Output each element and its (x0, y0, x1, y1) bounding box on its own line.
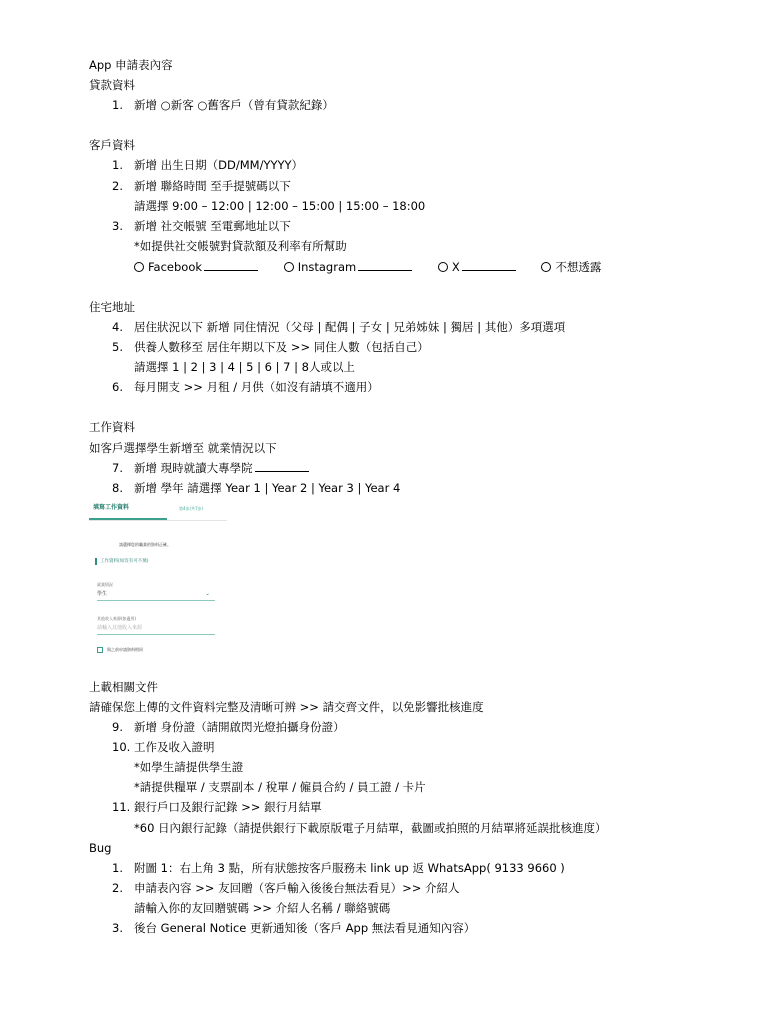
doc-title: App 申請表內容 (89, 58, 173, 72)
list-number: 9. (112, 720, 123, 734)
field-label-other-income: 其他收入來源(如適用) (97, 616, 137, 621)
list-number: 2. (112, 881, 123, 895)
tab-divider (89, 520, 227, 521)
list-subitem: 請選擇 9:00 – 12:00 | 12:00 – 15:00 | 15:00 – 18:00 (134, 199, 426, 213)
list-item: 新增 現時就讀大專學院 (134, 461, 309, 475)
section-heading-upload: 上載相關文件 (89, 680, 158, 694)
list-item: 新增 出生日期（DD/MM/YYYY） (134, 158, 304, 172)
option-instagram: Instagram (284, 260, 413, 274)
chevron-down-icon: ⌄ (205, 590, 211, 597)
section-heading-loan: 貸款資料 (89, 78, 135, 92)
field-value-employment: 學生 (97, 591, 108, 597)
list-number: 1. (112, 158, 123, 172)
blank-line (358, 260, 412, 271)
list-item: 新增 聯絡時間 至手提號碼以下 (134, 179, 291, 193)
list-number: 8. (112, 481, 123, 495)
section-heading-client: 客戶資料 (89, 138, 135, 152)
section-intro: 如客戶選擇學生新增至 就業情況以下 (89, 441, 277, 455)
radio-circle-icon (541, 262, 551, 272)
list-note: *如學生請提供學生證 (134, 760, 244, 774)
radio-circle-icon (134, 262, 144, 272)
list-item: 新增 社交帳號 至電郵地址以下 (134, 219, 291, 233)
list-item: 工作及收入證明 (134, 740, 215, 754)
list-number: 2. (112, 179, 123, 193)
list-item: 居住狀況以下 新增 同住情況（父母 | 配偶 | 子女 | 兄弟姊妹 | 獨居 | 其他）多項選項 (134, 320, 566, 334)
list-number: 1. (112, 861, 123, 875)
embedded-app-screenshot (89, 500, 227, 660)
radio-circle-icon (438, 262, 448, 272)
checkbox-same-as-previous (97, 647, 103, 653)
list-note: *如提供社交帳號對貸款額及利率有所幫助 (134, 239, 347, 253)
section-heading-bug: Bug (89, 841, 112, 855)
option-no-disclose: 不想透露 (541, 260, 601, 274)
list-subitem: 請選擇 1 | 2 | 3 | 4 | 5 | 6 | 7 | 8人或以上 (134, 360, 355, 374)
list-number: 4. (112, 320, 123, 334)
list-number: 1. (112, 98, 123, 112)
field-placeholder-other-income: 請輸入其他收入來源 (97, 625, 143, 631)
list-number: 5. (112, 340, 123, 354)
field-underline (97, 600, 215, 601)
tab-fill-work-info: 填寫工作資料 (93, 504, 130, 511)
blank-line (204, 260, 258, 271)
list-note: *請提供糧單 / 支票副本 / 稅單 / 僱員合約 / 員工證 / 卡片 (134, 780, 426, 794)
social-options (134, 260, 623, 274)
blank-line (462, 260, 516, 271)
list-number: 11. (112, 800, 131, 814)
list-number: 3. (112, 921, 123, 935)
list-number: 10. (112, 740, 131, 754)
blank-line (255, 461, 309, 472)
option-facebook: Facebook (134, 260, 258, 274)
list-note: *60 日內銀行記錄（請提供銀行下載原版電子月結單，截圖或拍照的月結單將延誤批核進度） (134, 821, 607, 835)
list-number: 7. (112, 461, 123, 475)
list-item: 新增 身份證（請開啟閃光燈拍攝身份證） (134, 720, 345, 734)
checkbox-label: 與之前申請資料相同 (107, 647, 143, 652)
list-item: 新增 ○新客 ○舊客戶（曾有貸款紀錄） (134, 98, 334, 112)
section-heading-work: 工作資料 (89, 420, 135, 434)
list-item: 銀行戶口及銀行記錄 >> 銀行月結單 (134, 800, 322, 814)
section-heading-address: 住宅地址 (89, 300, 135, 314)
list-number: 3. (112, 219, 123, 233)
list-item: 附圖 1：右上角 3 點，所有狀態按客戶服務未 link up 返 WhatsApp( 9133 9660 ) (134, 861, 565, 875)
field-label-employment: 就業情況 (97, 582, 113, 587)
option-x: X (438, 260, 516, 274)
list-item: 申請表內容 >> 友回贈（客戶輸入後後台無法看見）>> 介紹人 (134, 881, 460, 895)
list-item: 新增 學年 請選擇 Year 1 | Year 2 | Year 3 | Year 4 (134, 481, 401, 495)
list-item: 每月開支 >> 月租 / 月供（如沒有請填不適用） (134, 380, 379, 394)
list-subitem: 請輸入你的友回贈號碼 >> 介紹人名稱 / 聯絡號碼 (134, 901, 391, 915)
form-hint: 請選擇您的職業的資料正確。 (119, 542, 171, 547)
section-intro: 請確保您上傳的文件資料完整及清晰可辨 >> 請交齊文件，以免影響批核進度 (89, 700, 484, 714)
list-number: 6. (112, 380, 123, 394)
step-indicator: 第4步(共7步) (179, 506, 204, 511)
list-item: 供養人數移至 居住年期以下及 >> 同住人數（包括自己） (134, 340, 429, 354)
radio-circle-icon (284, 262, 294, 272)
form-section-title: 工作資料(如沒有可不填) (95, 558, 149, 565)
field-underline (97, 634, 215, 635)
list-item: 後台 General Notice 更新通知後（客戶 App 無法看見通知內容） (134, 921, 476, 935)
